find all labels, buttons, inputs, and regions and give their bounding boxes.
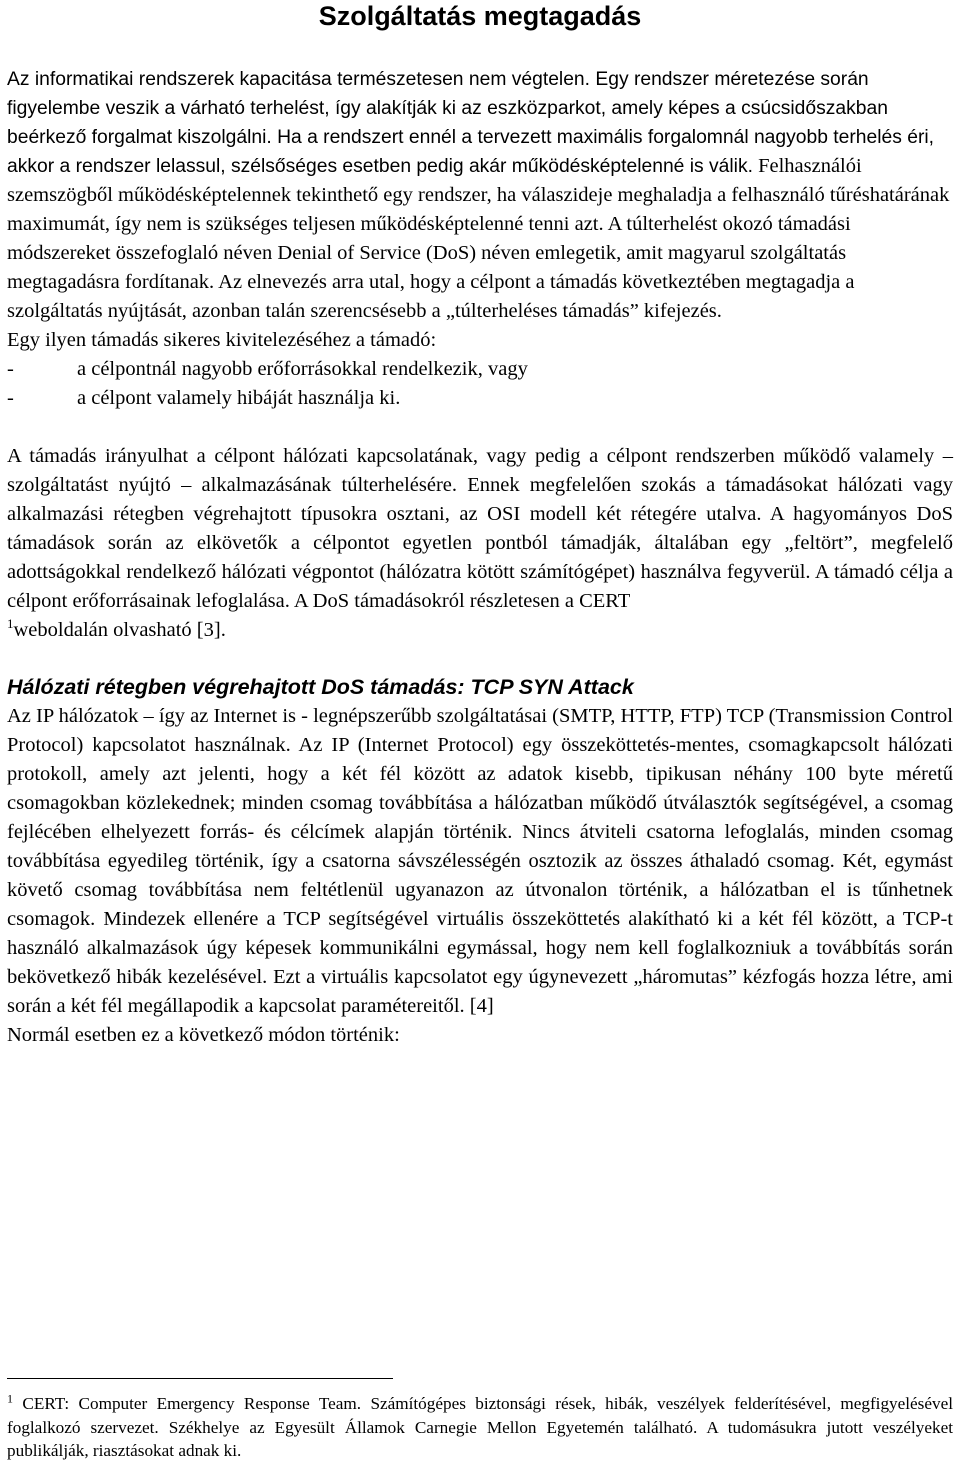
footnote — [7, 1392, 953, 1463]
intro-text-sans: Az informatikai rendszerek kapacitása természetesen nem végtelen. Egy rendszer méretezése során figyelembe veszik a várható terhelést, így alakítják ki az eszközparkot, amely képes a csúcsidőszakban beérkező forgalmat kiszolgálni. Ha a rendszert ennél a tervezett maximális forgalomnál nagyobb terhelés éri, akkor a rendszer lelassul, szélsőséges esetben pedig akár működésképtelenné is válik. — [7, 69, 935, 177]
list-item-text: a célpont valamely hibáját használja ki. — [77, 387, 401, 409]
footnote-number: 1 — [7, 1391, 13, 1406]
list-item — [7, 355, 953, 384]
attack-text-end: weboldalán olvasható [3]. — [13, 619, 226, 641]
list-dash: - — [7, 358, 14, 380]
intro-text-serif: Felhasználói szemszögből működésképtelennek tekinthető egy rendszer, ha válaszideje meghaladja a felhasználó tűréshatárának maximumát, így nem is szükséges teljesen működésképtelenné tenni azt. A túlterhelést okozó támadási módszereket összefoglaló néven Denial of Service (DoS) néven emlegetik, amit magyarul szolgáltatás megtagadásra fordítanak. Az elnevezés arra utal, hogy a célpont a támadás következtében megtagadja a szolgáltatás nyújtását, azonban talán szerencsésebb a „túlterheléses támadás” kifejezés. — [7, 155, 950, 322]
document-page — [7, 0, 953, 1050]
page-title: Szolgáltatás megtagadás — [318, 1, 642, 31]
normal-case-text: Normál esetben ez a következő módon történik: — [7, 1024, 400, 1046]
list-item — [7, 384, 953, 413]
tcp-paragraph: Az IP hálózatok – így az Internet is - legnépszerűbb szolgáltatásai (SMTP, HTTP, FTP) TCP (Transmission Control Protocol) kapcsolatot használnak. Az IP (Internet Protocol) egy összeköttetés-mentes, csomagkapcsolt hálózati protokoll, amely azt jelenti, hogy a két fél között az adatok kisebb, tipikusan néhány 100 byte méretű csomagokban közlekednek; minden csomag továbbítása a hálózatban működő útválasztók segítségével, a csomag fejlécében elhelyezett forrás- és célcímek alapján történik. Nincs átviteli csatorna lefoglalás, minden csomag továbbítása egyedileg történik, így a csatorna sávszélességén osztozik az összes áthaladó csomag. Két, egymást követő csomag továbbítása nem feltétlenül ugyanazon az útvonalon történik, a hálózatban el is tűnhetnek csomagok. Mindezek ellenére a TCP segítségével virtuális összeköttetés alakítható ki a két fél között, a TCP-t használó alkalmazások úgy képesek kommunikálni egymással, hogy nem kell foglalkozniuk a továbbítás során bekövetkező hibák kezelésével. Ezt a virtuális kapcsolatot egy úgynevezett „háromutas” kézfogás hozza létre, ami során a két fél megállapodik a kapcsolat paramétereitől. [4] — [7, 705, 953, 1017]
list-dash: - — [7, 387, 14, 409]
attack-paragraph — [7, 442, 953, 645]
footnote-text: CERT: Computer Emergency Response Team. Számítógépes biztonsági rések, hibák, veszélyek felderítésével, megfigyelésével foglalkozó szervezet. Székhelye az Egyesült Államok Carnegie Mellon Egyetemén található. A tudomásukra jutott veszélyeket publikálják, riasztásokat adnak ki. — [7, 1394, 953, 1460]
intro-paragraph — [7, 65, 953, 326]
footnote-divider — [7, 1378, 393, 1379]
success-intro: Egy ilyen támadás sikeres kivitelezéséhez a támadó: — [7, 329, 437, 351]
conditions-list — [7, 355, 953, 413]
footnote-ref[interactable]: 1 — [7, 616, 14, 632]
section-heading: Hálózati rétegben végrehajtott DoS támadás: TCP SYN Attack — [7, 675, 634, 699]
attack-text: A támadás irányulhat a célpont hálózati kapcsolatának, vagy pedig a célpont rendszerben működő valamely – szolgáltatást nyújtó – alkalmazásának túlterhelésére. Ennek megfelelően szokás a támadásokat hálózati vagy alkalmazási rétegben végrehajtott típusokra osztani, az OSI modell két rétegére utalva. A hagyományos DoS támadások során az elkövetők a célpontot egyetlen pontból támadják, általában egy „feltört”, megfelelő adottságokkal rendelkező hálózati végpontot (hálózatra kötött számítógépet) használva fegyverül. A támadó célja a célpont erőforrásainak lefoglalása. A DoS támadásokról részletesen a CERT — [7, 445, 953, 612]
list-item-text: a célpontnál nagyobb erőforrásokkal rendelkezik, vagy — [77, 358, 528, 380]
